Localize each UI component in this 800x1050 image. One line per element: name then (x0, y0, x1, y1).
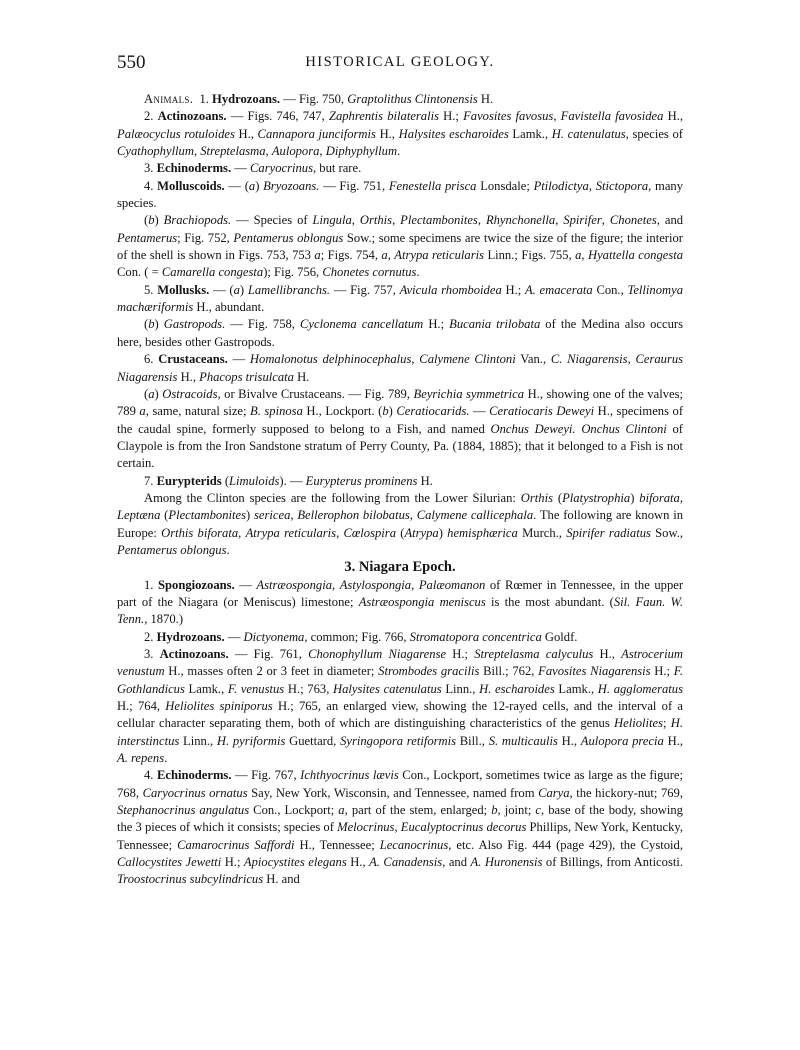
paragraph-mollusks: 5. Mollusks. — (a) Lamellibranchs. — Fig. 757, Avicula rhomboidea H.; A. emacerata Con., Tellinomya machæriformis H., abundant. (117, 282, 683, 315)
paragraph-animals: Animals. 1. Hydrozoans. — Fig. 750, Graptolithus Clintonensis H. (144, 92, 494, 106)
body-text (117, 91, 683, 889)
page-header (117, 52, 683, 76)
paragraph-echinoderms: 3. Echinoderms. — Caryocrinus, but rare. (144, 161, 362, 176)
paragraph-ostracoids: (a) Ostracoids, or Bivalve Crustaceans. — Fig. 789, Beyrichia symmetrica H., showing one of the valves; 789 a, same, natural size; B. spinosa H., Lockport. (b) Ceratiocarids. — Ceratiocaris Deweyi H., specimens of the caudal spine, formerly supposed to belong to a Fish, and named Onchus Deweyi. Onchus Clintoni of Claypole is from the Iron Sandstone stratum of Perry County, Pa. (1884, 1885); that it belonged to a Fish is not certain. (117, 386, 684, 471)
paragraph-spongiozoans: 1. Spongiozoans. — Astræospongia, Astylospongia, Palæomanon of Rœmer in Tennessee, in the upper part of the Niagara (or Meniscus) limestone; Astræospongia meniscus is the most abundant. (Sil. Faun. W. Tenn., 1870.) (117, 577, 684, 627)
paragraph-clinton-species: Among the Clinton species are the following from the Lower Silurian: Orthis (Platystrophia) biforata, Leptæna (Plectambonites) sericea, Bellerophon bilobatus, Calymene callicephala. The following are known in Europe: Orthis biforata, Atrypa reticularis, Cœlospira (Atrypa) hemisphærica Murch., Spirifer radiatus Sow., Pentamerus oblongus. (117, 490, 684, 557)
paragraph-actinozoans-niagara: 3. Actinozoans. — Fig. 761, Chonophyllum Niagarense H.; Streptelasma calyculus H., Astrocerium venustum H., masses often 2 or 3 feet in diameter; Strombodes gracilis Bill.; 762, Favosites Niagarensis H.; F. Gothlandicus Lamk., F. venustus H.; 763, Halysites catenulatus Linn., H. escharoides Lamk., H. agglomeratus H.; 764, Heliolites spiniporus H.; 765, an enlarged view, showing the 12-rayed cells, and the interval of a cellular character separating them, both of which are distinguishing characteristics of the genus Heliolites; H. interstinctus Linn., H. pyriformis Guettard, Syringopora retiformis Bill., S. multicaulis H., Aulopora precia H., A. repens. (117, 647, 684, 766)
running-title: HISTORICAL GEOLOGY. (305, 54, 495, 70)
paragraph-eurypterids: 7. Eurypterids (Limuloids). — Eurypterus prominens H. (144, 473, 433, 488)
paragraph-gastropods: (b) Gastropods. — Fig. 758, Cyclonema cancellatum H.; Bucania trilobata of the Medina also occurs here, besides other Gastropods. (117, 317, 684, 349)
paragraph-echinoderms-niagara: 4. Echinoderms. — Fig. 767, Ichthyocrinus lævis Con., Lockport, sometimes twice as large as the figure; 768, Caryocrinus ornatus Say, New York, Wisconsin, and Tennessee, named from Carya, the hickory-nut; 769, Stephanocrinus angulatus Con., Lockport; a, part of the stem, enlarged; b, joint; c, base of the body, showing the 3 pieces of which it consists; species of Melocrinus, Eucalyptocrinus decorus Phillips, New York, Kentucky, Tennessee; Camarocrinus Saffordi H., Tennessee; Lecanocrinus, etc. Also Fig. 444 (page 429), the Cystoid, Callocystites Jewetti H.; Apiocystites elegans H., A. Canadensis, and A. Huronensis of Billings, from Anticosti. Troostocrinus subcylindricus H. and (117, 768, 684, 887)
page-number: 550 (117, 52, 146, 73)
paragraph-hydrozoans: 2. Hydrozoans. — Dictyonema, common; Fig. 766, Stromatopora concentrica Goldf. (144, 629, 578, 644)
paragraph-actinozoans: 2. Actinozoans. — Figs. 746, 747, Zaphrentis bilateralis H.; Favosites favosus, Favistella favosidea H., Palæocyclus rotuloides H., Cannapora junciformis H., Halysites escharoides Lamk., H. catenulatus, species of Cyathophyllum, Streptelasma, Aulopora, Diphyphyllum. (117, 109, 684, 159)
paragraph-brachiopods: (b) Brachiopods. — Species of Lingula, Orthis, Plectambonites, Rhynchonella, Spirifer, Chonetes, and Pentamerus; Fig. 752, Pentamerus oblongus Sow.; some specimens are twice the size of the figure; the interior of the shell is shown in Figs. 753, 753 a; Figs. 754, a, Atrypa reticularis Linn.; Figs. 755, a, Hyattella congesta Con. ( = Camarella congesta); Fig. 756, Chonetes cornutus. (117, 213, 684, 280)
section-heading: 3. Niagara Epoch. (344, 559, 456, 576)
paragraph-crustaceans: 6. Crustaceans. — Homalonotus delphinocephalus, Calymene Clintoni Van., C. Niagarensis, Ceraurus Niagarensis H., Phacops trisulcata H. (117, 352, 684, 384)
paragraph-molluscoids: 4. Molluscoids. — (a) Bryozoans. — Fig. 751, Fenestella prisca Lonsdale; Ptilodictya, Stictopora, many species. (117, 178, 684, 211)
